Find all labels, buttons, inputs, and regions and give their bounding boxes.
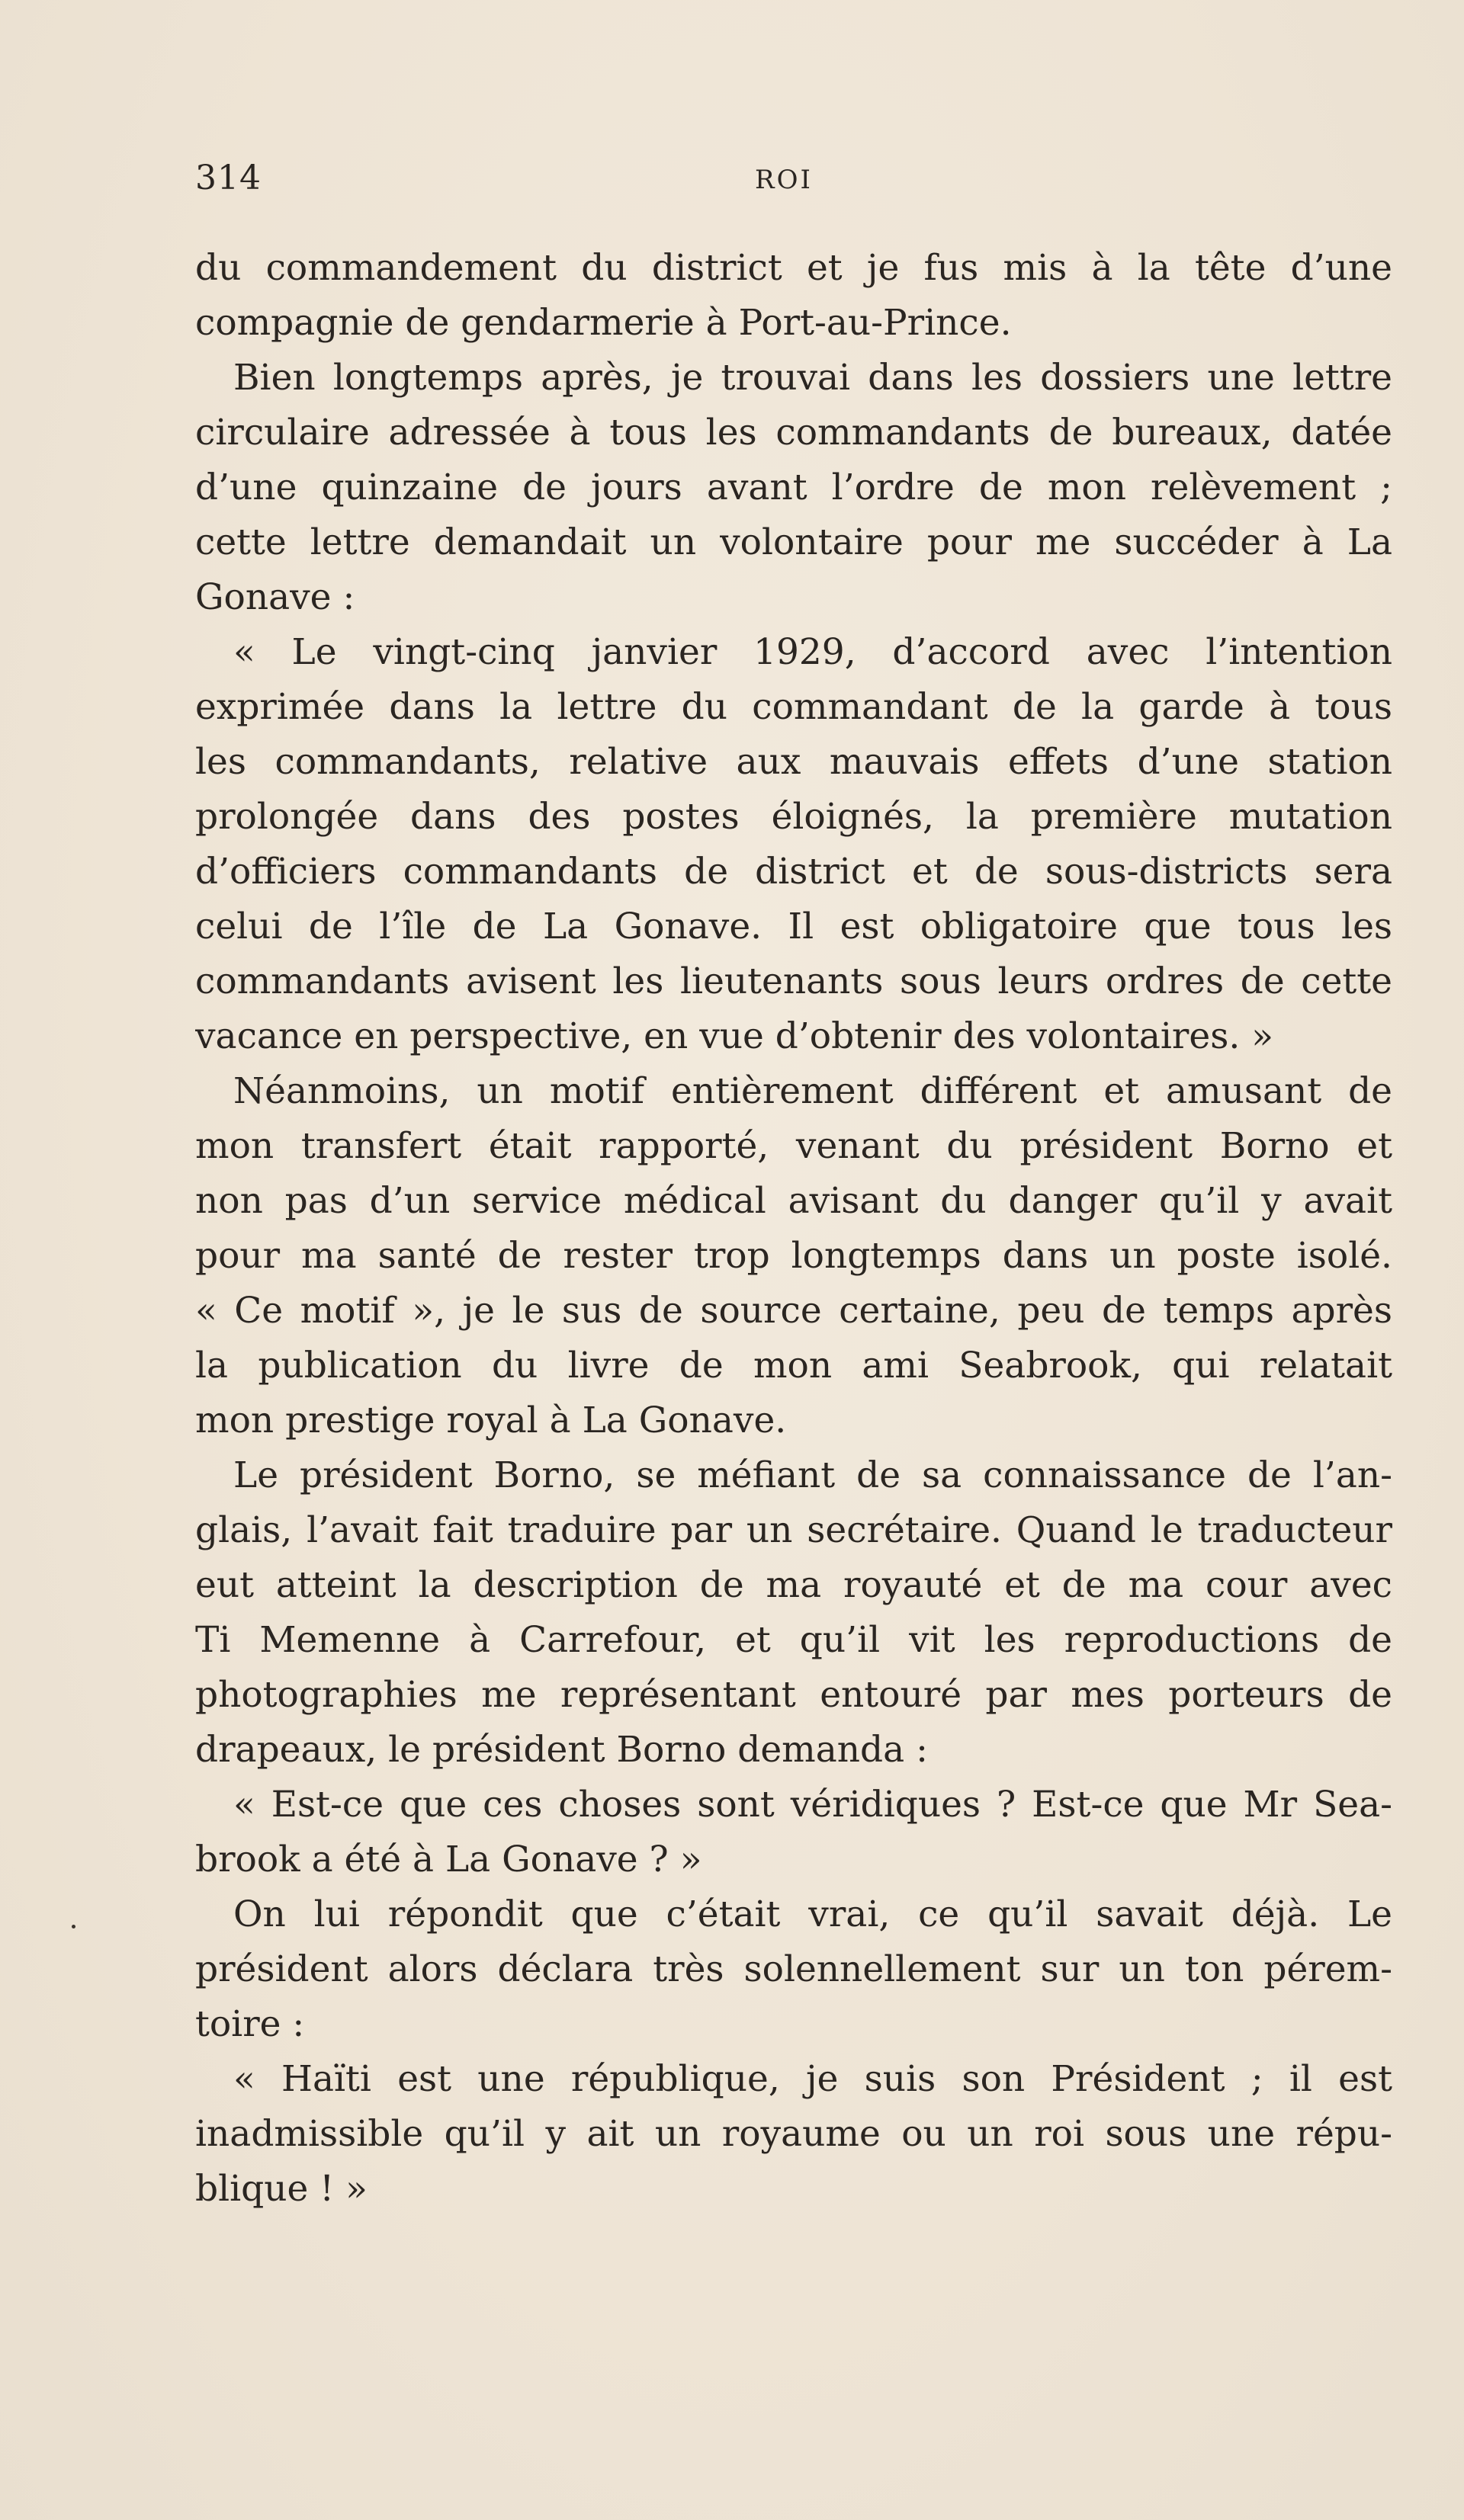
- text-line: pour ma santé de rester trop longtemps dans un poste isolé.: [195, 1235, 1392, 1277]
- text-line: du commandement du district et je fus mis à la tête d’une: [195, 247, 1392, 289]
- text-line: prolongée dans des postes éloignés, la première mutation: [195, 796, 1392, 838]
- text-line: glais, l’avait fait traduire par un secrétaire. Quand le traducteur: [195, 1509, 1392, 1551]
- text-line: « Est-ce que ces choses sont véridiques ? Est-ce que Mr Sea-: [233, 1784, 1392, 1826]
- paper-speck: [72, 1925, 75, 1928]
- text-line: Gonave :: [195, 576, 355, 618]
- text-line: blique ! »: [195, 2168, 368, 2210]
- text-line: d’officiers commandants de district et de sous-districts sera: [195, 851, 1392, 893]
- text-line: drapeaux, le président Borno demanda :: [195, 1729, 928, 1771]
- text-line: la publication du livre de mon ami Seabrook, qui relatait: [195, 1345, 1392, 1387]
- text-line: eut atteint la description de ma royauté et de ma cour avec: [195, 1564, 1392, 1606]
- text-line: Bien longtemps après, je trouvai dans les dossiers une lettre: [233, 357, 1392, 399]
- text-line: d’une quinzaine de jours avant l’ordre de mon relèvement ;: [195, 466, 1392, 508]
- text-line: cette lettre demandait un volontaire pour me succéder à La: [195, 521, 1392, 563]
- text-line: celui de l’île de La Gonave. Il est obligatoire que tous les: [195, 906, 1392, 947]
- text-line: Le président Borno, se méfiant de sa connaissance de l’an-: [233, 1454, 1392, 1496]
- text-line: président alors déclara très solennellement sur un ton pérem-: [195, 1948, 1392, 1990]
- page-header: [195, 159, 1392, 204]
- text-line: circulaire adressée à tous les commandants de bureaux, datée: [195, 412, 1392, 454]
- page-number: 314: [195, 159, 262, 197]
- text-line: mon prestige royal à La Gonave.: [195, 1399, 787, 1441]
- text-line: non pas d’un service médical avisant du danger qu’il y avait: [195, 1180, 1392, 1222]
- text-line: exprimée dans la lettre du commandant de la garde à tous: [195, 686, 1392, 728]
- text-line: photographies me représentant entouré par mes porteurs de: [195, 1674, 1392, 1716]
- text-line: Ti Memenne à Carrefour, et qu’il vit les reproductions de: [195, 1619, 1392, 1661]
- text-line: compagnie de gendarmerie à Port-au-Prince.: [195, 302, 1012, 344]
- text-line: « Ce motif », je le sus de source certaine, peu de temps après: [195, 1290, 1392, 1332]
- text-line: commandants avisent les lieutenants sous leurs ordres de cette: [195, 960, 1392, 1002]
- text-line: « Haïti est une république, je suis son Président ; il est: [233, 2058, 1392, 2100]
- text-line: les commandants, relative aux mauvais effets d’une station: [195, 741, 1392, 783]
- text-line: inadmissible qu’il y ait un royaume ou un roi sous une répu-: [195, 2113, 1392, 2155]
- running-head: ROI: [755, 165, 813, 195]
- text-line: brook a été à La Gonave ? »: [195, 1839, 702, 1880]
- text-line: « Le vingt-cinq janvier 1929, d’accord avec l’intention: [233, 631, 1392, 673]
- body-text: [195, 241, 1392, 2217]
- text-line: On lui répondit que c’était vrai, ce qu’il savait déjà. Le: [233, 1893, 1392, 1935]
- text-line: toire :: [195, 2003, 305, 2045]
- text-line: Néanmoins, un motif entièrement différent et amusant de: [233, 1070, 1392, 1112]
- text-line: vacance en perspective, en vue d’obtenir des volontaires. »: [195, 1015, 1273, 1057]
- text-line: mon transfert était rapporté, venant du président Borno et: [195, 1125, 1392, 1167]
